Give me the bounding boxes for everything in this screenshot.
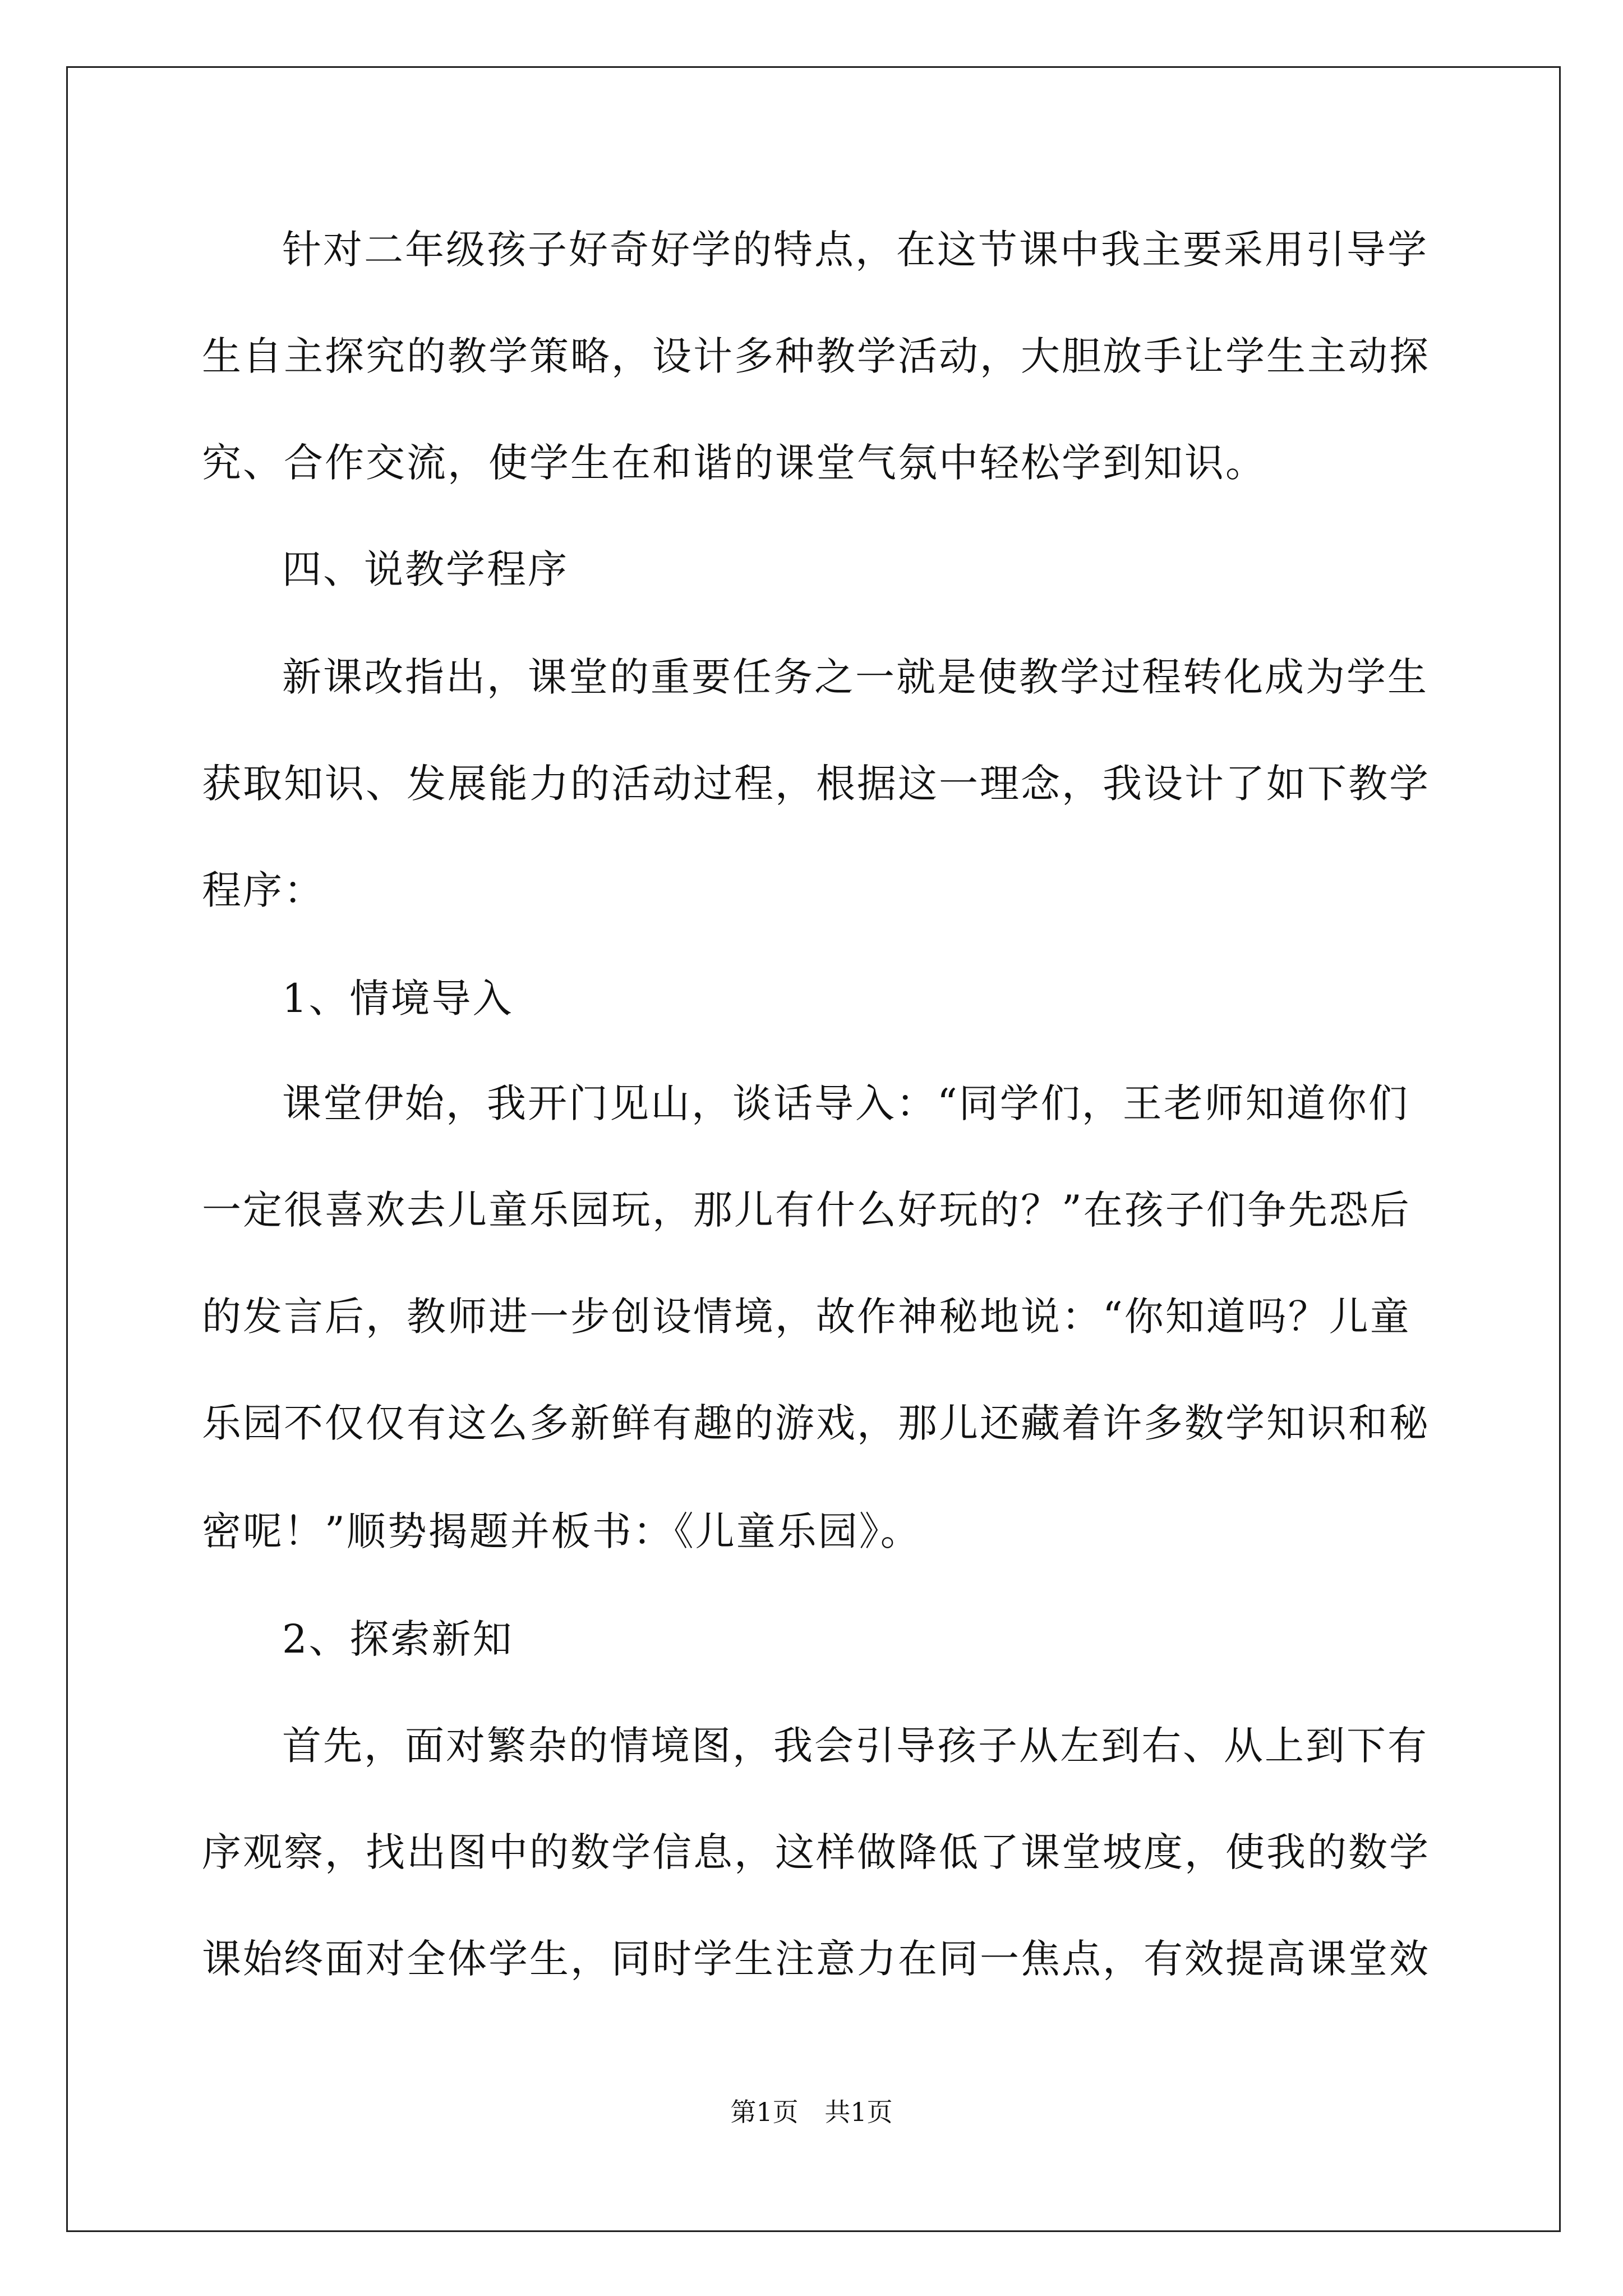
paragraph-line: 首先，面对繁杂的情境图，我会引导孩子从左到右、从上到下有	[282, 1723, 1428, 1769]
page-total: 共1页	[824, 2097, 893, 2127]
paragraph-line: 针对二年级孩子好奇好学的特点，在这节课中我主要采用引导学	[282, 227, 1428, 273]
paragraph-line: 究、合作交流，使学生在和谐的课堂气氛中轻松学到知识。	[202, 440, 1266, 486]
paragraph-line: 的发言后，教师进一步创设情境，故作神秘地说：“你知道吗？儿童	[202, 1294, 1411, 1340]
paragraph-line: 一定很喜欢去儿童乐园玩，那儿有什么好玩的？”在孩子们争先恐后	[202, 1187, 1411, 1233]
paragraph-line: 程序：	[202, 867, 325, 913]
paragraph-line: 获取知识、发展能力的活动过程，根据这一理念，我设计了如下教学	[202, 761, 1430, 807]
paragraph-line: 序观察，找出图中的数学信息，这样做降低了课堂坡度，使我的数学	[202, 1829, 1430, 1875]
paragraph-line: 密呢！”顺势揭题并板书：《儿童乐园》。	[202, 1508, 921, 1554]
page-border	[66, 66, 1561, 2232]
paragraph-line: 生自主探究的教学策略，设计多种教学活动，大胆放手让学生主动探	[202, 333, 1430, 379]
paragraph-line: 新课改指出，课堂的重要任务之一就是使教学过程转化成为学生	[282, 654, 1428, 700]
page-footer	[0, 2095, 1623, 2129]
subsection-heading: 1、情境导入	[282, 976, 514, 1022]
page-number: 第1页	[730, 2097, 799, 2127]
paragraph-line: 课堂伊始，我开门见山，谈话导入：“同学们，王老师知道你们	[282, 1080, 1409, 1126]
section-heading: 四、说教学程序	[282, 546, 569, 592]
paragraph-line: 乐园不仅仅有这么多新鲜有趣的游戏，那儿还藏着许多数学知识和秘	[202, 1400, 1430, 1446]
paragraph-line: 课始终面对全体学生，同时学生注意力在同一焦点，有效提高课堂效	[202, 1936, 1430, 1982]
subsection-heading: 2、探索新知	[282, 1616, 514, 1662]
